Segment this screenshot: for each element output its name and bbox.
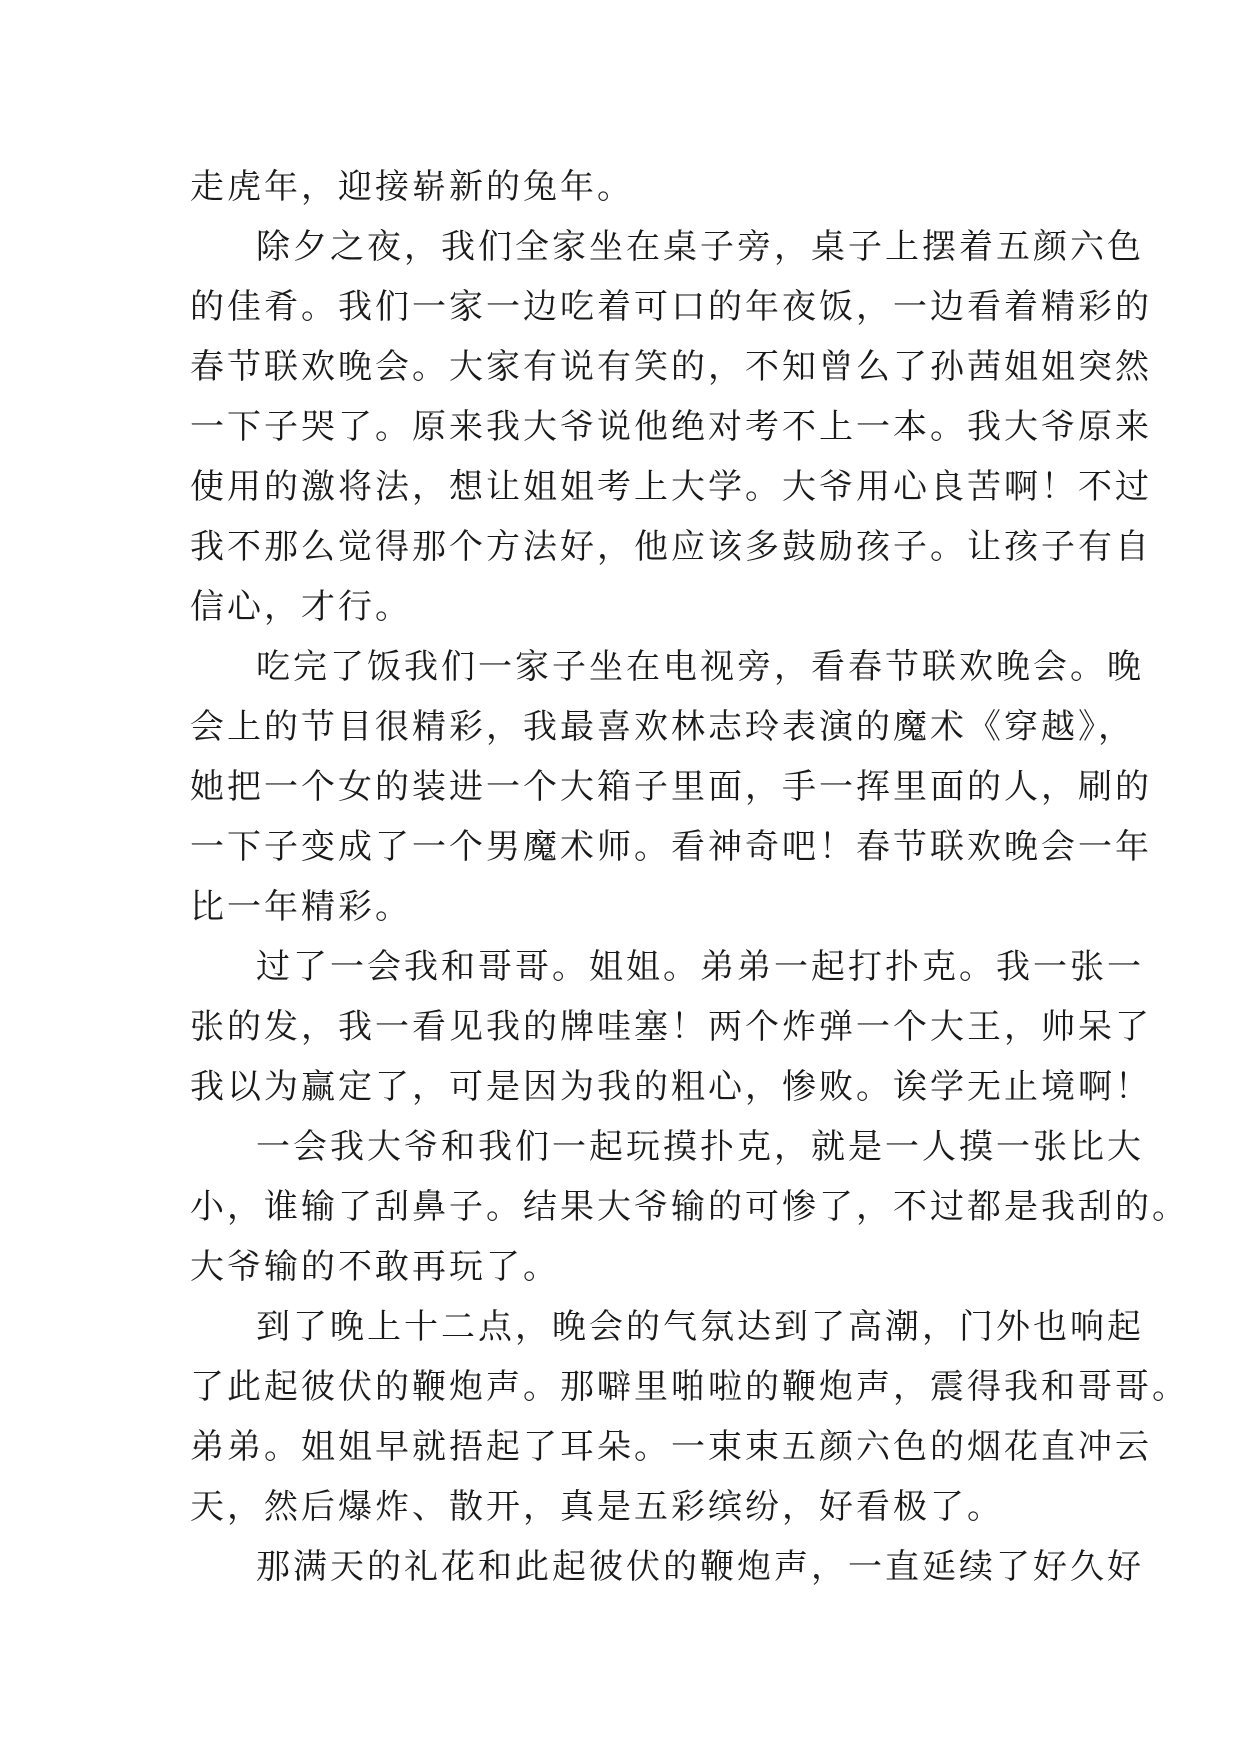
- text-line: 一下子变成了一个男魔术师。看神奇吧！春节联欢晚会一年: [190, 827, 1152, 867]
- text-line: 使用的激将法，想让姐姐考上大学。大爷用心良苦啊！不过: [190, 467, 1152, 507]
- text-line: 小，谁输了刮鼻子。结果大爷输的可惨了，不过都是我刮的。: [190, 1187, 1189, 1227]
- essay-body: [190, 157, 1189, 1597]
- text-line: 春节联欢晚会。大家有说有笑的，不知曾么了孙茜姐姐突然: [190, 347, 1152, 387]
- text-line: 过了一会我和哥哥。姐姐。弟弟一起打扑克。我一张一: [256, 947, 1144, 987]
- text-line: 比一年精彩。: [190, 887, 412, 927]
- text-line: 会上的节目很精彩，我最喜欢林志玲表演的魔术《穿越》，: [190, 707, 1135, 747]
- text-line: 她把一个女的装进一个大箱子里面，手一挥里面的人，刷的: [190, 767, 1152, 807]
- text-line: 大爷输的不敢再玩了。: [190, 1247, 560, 1287]
- text-line: 到了晚上十二点，晚会的气氛达到了高潮，门外也响起: [256, 1307, 1144, 1347]
- text-line: 天，然后爆炸、散开，真是五彩缤纷，好看极了。: [190, 1487, 1004, 1527]
- text-line: 张的发，我一看见我的牌哇塞！两个炸弹一个大王，帅呆了: [190, 1007, 1152, 1047]
- text-line: 弟弟。姐姐早就捂起了耳朵。一束束五颜六色的烟花直冲云: [190, 1427, 1152, 1467]
- text-line: 走虎年，迎接崭新的兔年。: [190, 167, 634, 207]
- text-line: 信心，才行。: [190, 587, 412, 627]
- text-line: 一下子哭了。原来我大爷说他绝对考不上一本。我大爷原来: [190, 407, 1152, 447]
- text-line: 除夕之夜，我们全家坐在桌子旁，桌子上摆着五颜六色: [256, 227, 1144, 267]
- text-line: 一会我大爷和我们一起玩摸扑克，就是一人摸一张比大: [256, 1127, 1144, 1167]
- text-line: 了此起彼伏的鞭炮声。那噼里啪啦的鞭炮声，震得我和哥哥。: [190, 1367, 1189, 1407]
- text-line: 吃完了饭我们一家子坐在电视旁，看春节联欢晚会。晚: [256, 647, 1144, 687]
- text-line: 的佳肴。我们一家一边吃着可口的年夜饭，一边看着精彩的: [190, 287, 1152, 327]
- text-line: 我不那么觉得那个方法好，他应该多鼓励孩子。让孩子有自: [190, 527, 1152, 567]
- text-line: 那满天的礼花和此起彼伏的鞭炮声，一直延续了好久好: [256, 1547, 1144, 1587]
- text-line: 我以为赢定了，可是因为我的粗心，惨败。诶学无止境啊！: [190, 1067, 1152, 1107]
